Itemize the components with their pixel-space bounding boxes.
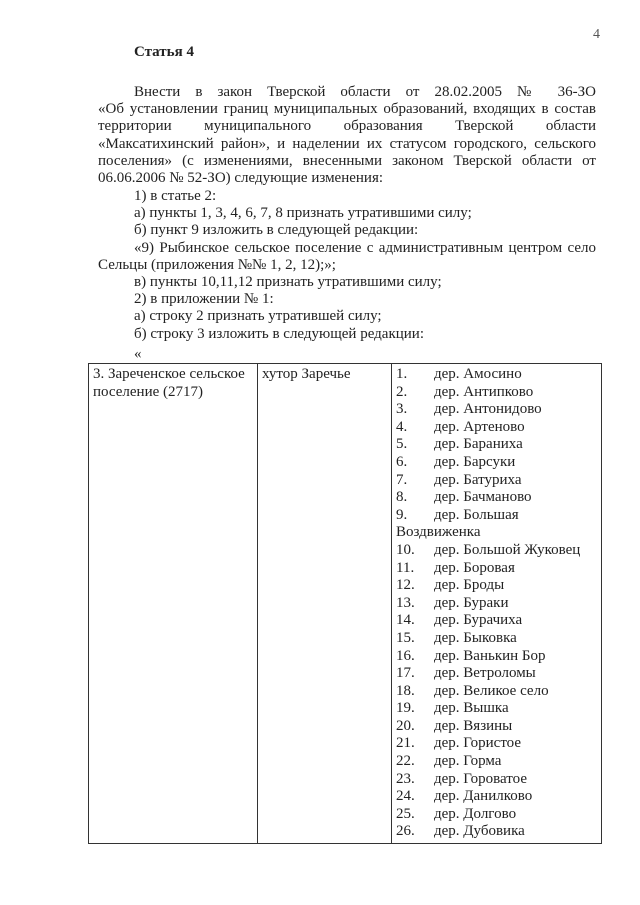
village-number: 10. xyxy=(396,541,415,558)
village-list xyxy=(396,366,597,841)
village-number: 20. xyxy=(396,717,415,734)
village-row xyxy=(396,718,597,736)
village-name: дер. Вышка xyxy=(434,700,509,717)
intro-line: «Максатихинский район», и наделении их статусом городского, сельского xyxy=(98,135,596,152)
village-name: дер. Ванькин Бор xyxy=(434,647,546,664)
village-number: 7. xyxy=(396,471,408,488)
village-number: 17. xyxy=(396,665,415,682)
amendment-quote: «9) Рыбинское сельское поселение с административным центром село xyxy=(134,239,596,256)
admin-center-cell: хутор Заречье xyxy=(258,364,392,844)
village-row xyxy=(396,454,597,472)
village-number: 9. xyxy=(396,506,408,523)
village-number: 13. xyxy=(396,594,415,611)
village-name: дер. Барсуки xyxy=(434,453,516,470)
villages-cell xyxy=(392,364,602,844)
amendment-item: 1) в статье 2: xyxy=(134,188,217,204)
intro-line: поселения» (с изменениями, внесенными законом Тверской области от xyxy=(98,152,596,169)
village-row xyxy=(396,560,597,578)
village-number: 21. xyxy=(396,735,415,752)
intro-line: территории муниципального образования Тверской области xyxy=(98,118,596,135)
village-row xyxy=(396,612,597,630)
village-name: дер. Долгово xyxy=(434,805,517,822)
intro-line: Внести в закон Тверской области от 28.02.2005 № 36-ЗО xyxy=(134,84,596,100)
amendment-list xyxy=(98,188,596,343)
village-row xyxy=(396,542,597,560)
village-name-cont: Воздвиженка xyxy=(396,524,481,541)
village-name: дер. Броды xyxy=(434,577,505,594)
amendment-item: б) пункт 9 изложить в следующей редакции: xyxy=(134,222,419,239)
village-name: дер. Быковка xyxy=(434,629,517,646)
village-name: дер. Горoватое xyxy=(434,770,527,787)
village-number: 26. xyxy=(396,823,415,840)
village-row xyxy=(396,401,597,419)
village-number: 18. xyxy=(396,682,415,699)
amendment-quote-cont: Сельцы (приложения №№ 1, 2, 12);»; xyxy=(98,256,336,273)
amendment-item: 2) в приложении № 1: xyxy=(134,291,274,308)
amendment-item: в) пункты 10,11,12 признать утратившими силу; xyxy=(134,273,442,290)
village-name: дер. Дубовика xyxy=(434,823,525,840)
village-row xyxy=(396,507,597,525)
intro-line: 06.06.2006 № 52-ЗО) следующие изменения: xyxy=(98,170,384,187)
village-name: дер. Данилково xyxy=(434,788,533,805)
village-row xyxy=(396,489,597,507)
page-number: 4 xyxy=(593,27,600,42)
village-number: 4. xyxy=(396,418,408,435)
settlement-cell: 3. Зареченское сельское поселение (2717) xyxy=(89,364,258,844)
village-number: 2. xyxy=(396,383,408,400)
village-row xyxy=(396,665,597,683)
village-row xyxy=(396,384,597,402)
village-number: 25. xyxy=(396,805,415,822)
village-row xyxy=(396,700,597,718)
article-heading: Статья 4 xyxy=(134,44,194,60)
village-number: 14. xyxy=(396,612,415,629)
village-name: дер. Батуриха xyxy=(434,471,522,488)
village-number: 12. xyxy=(396,577,415,594)
village-name: дер. Бачманово xyxy=(434,489,532,506)
village-name: дер. Антипково xyxy=(434,383,534,400)
village-name: дер. Великое село xyxy=(434,682,549,699)
village-number: 1. xyxy=(396,366,408,382)
amendment-item: б) строку 3 изложить в следующей редакции: xyxy=(134,325,424,342)
village-row xyxy=(396,771,597,789)
village-name: дер. Горма xyxy=(434,753,502,770)
village-name: дер. Антонидово xyxy=(434,401,542,418)
village-number: 8. xyxy=(396,489,408,506)
village-number: 24. xyxy=(396,788,415,805)
village-row xyxy=(396,472,597,490)
village-name: дер. Большая xyxy=(434,506,519,523)
village-name: дер. Большой Жуковец xyxy=(434,541,581,558)
table-row xyxy=(89,364,602,844)
village-name: дер. Артеново xyxy=(434,418,525,435)
quote-open: « xyxy=(134,346,142,362)
village-row xyxy=(396,683,597,701)
village-row xyxy=(396,630,597,648)
village-name: дер. Амосино xyxy=(434,366,522,382)
village-number: 3. xyxy=(396,401,408,418)
village-name: дер. Гористое xyxy=(434,735,522,752)
village-row xyxy=(396,753,597,771)
village-number: 6. xyxy=(396,453,408,470)
village-number: 11. xyxy=(396,559,415,576)
village-row xyxy=(396,366,597,384)
village-row xyxy=(396,823,597,841)
amendment-item: а) строку 2 признать утратившей силу; xyxy=(134,308,382,325)
village-row xyxy=(396,806,597,824)
appendix-table xyxy=(88,363,602,844)
village-number: 19. xyxy=(396,700,415,717)
village-number: 5. xyxy=(396,436,408,453)
village-name: дер. Вязины xyxy=(434,717,513,734)
village-name: дер. Боровая xyxy=(434,559,515,576)
village-row xyxy=(396,577,597,595)
intro-line: «Об установлении границ муниципальных образований, входящих в состав xyxy=(98,101,596,118)
village-name: дер. Бураки xyxy=(434,594,509,611)
village-row xyxy=(396,436,597,454)
village-number: 16. xyxy=(396,647,415,664)
village-name: дер. Бараниха xyxy=(434,436,523,453)
village-number: 22. xyxy=(396,753,415,770)
village-row xyxy=(396,735,597,753)
village-row xyxy=(396,595,597,613)
village-row xyxy=(396,648,597,666)
village-number: 23. xyxy=(396,770,415,787)
intro-paragraph xyxy=(98,84,596,187)
village-row xyxy=(396,419,597,437)
village-name: дер. Ветроломы xyxy=(434,665,536,682)
village-row xyxy=(396,788,597,806)
amendment-item: а) пункты 1, 3, 4, 6, 7, 8 признать утратившими силу; xyxy=(134,205,472,222)
village-name: дер. Бурачиха xyxy=(434,612,523,629)
village-number: 15. xyxy=(396,629,415,646)
